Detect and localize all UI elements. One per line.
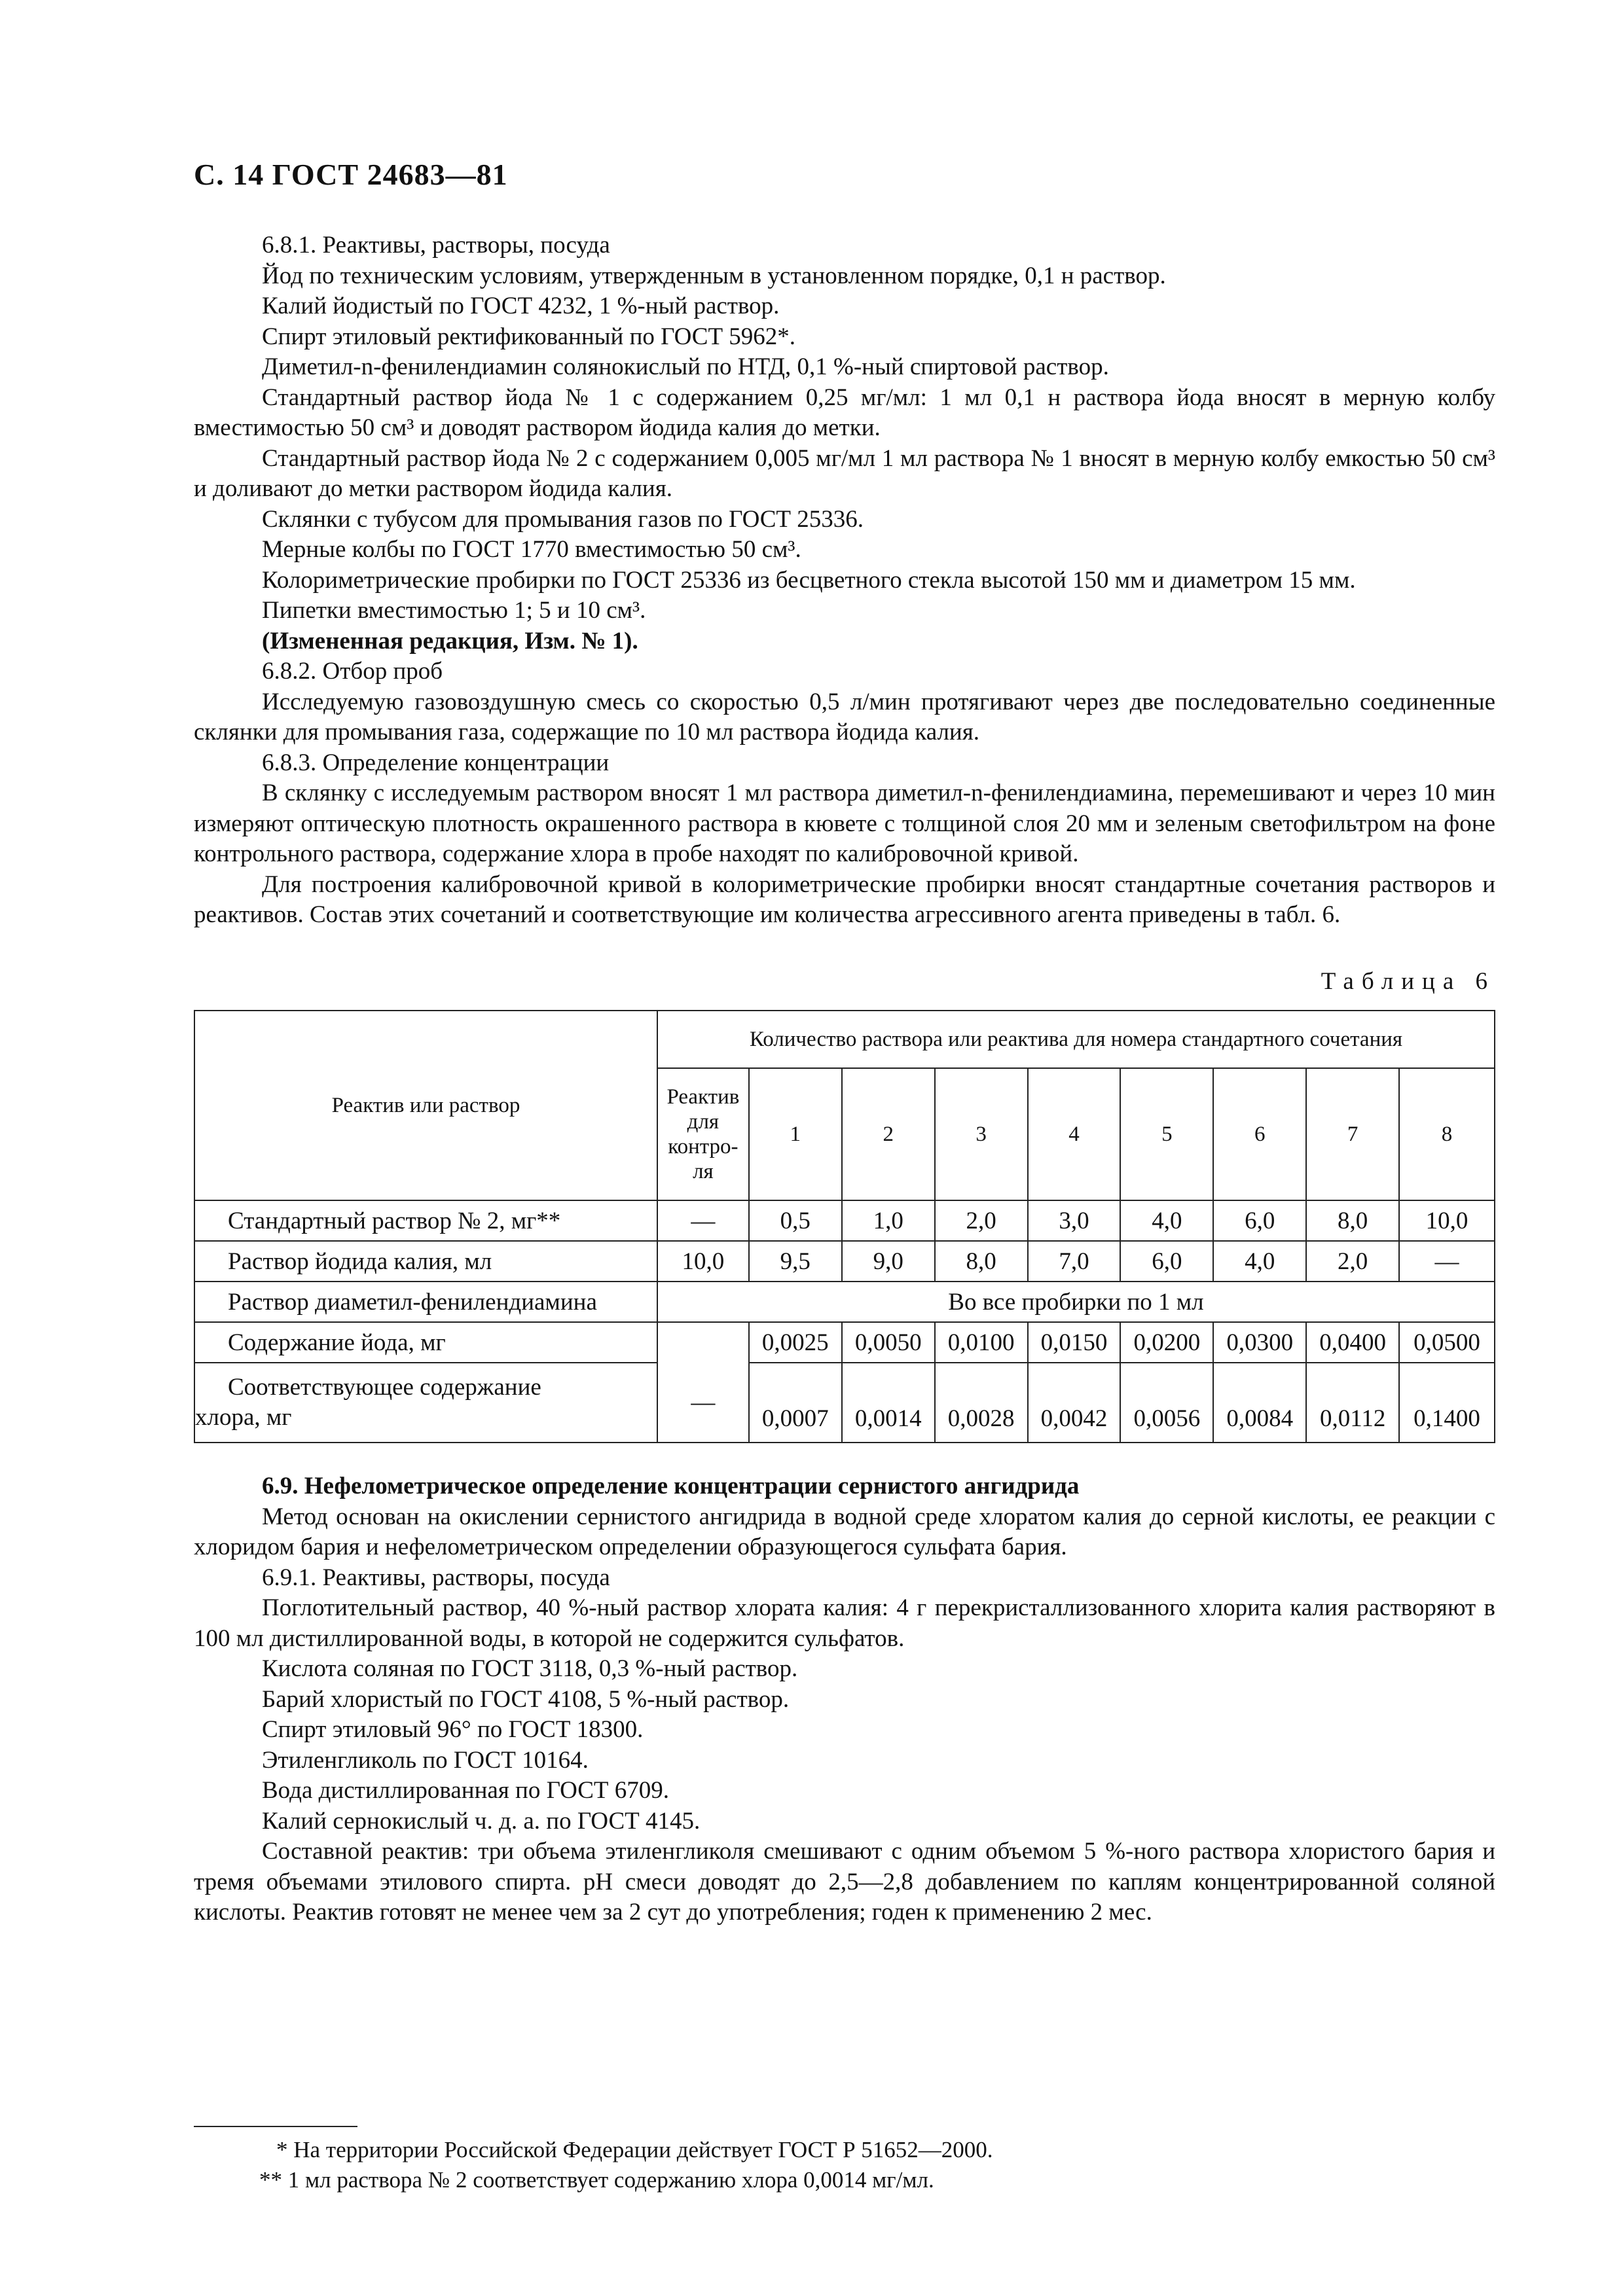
value-cell: 2,0: [935, 1200, 1028, 1241]
table-caption: Таблица 6: [1321, 968, 1495, 995]
value-cell: 0,0042: [1028, 1363, 1121, 1443]
row-label: Стандартный раствор № 2, мг**: [194, 1200, 657, 1241]
subsection-heading: 6.8.2. Отбор проб: [262, 658, 443, 685]
paragraph: Спирт этиловый ректификованный по ГОСТ 5962*.: [262, 323, 796, 350]
value-cell: 8,0: [935, 1241, 1028, 1282]
table-6: [194, 1010, 1495, 1443]
header-reagent: Реактив или раствор: [194, 1011, 657, 1200]
value-cell: 6,0: [1120, 1241, 1213, 1282]
paragraph: Спирт этиловый 96° по ГОСТ 18300.: [262, 1716, 644, 1743]
header-number: 2: [842, 1068, 935, 1200]
value-cell: 0,0014: [842, 1363, 935, 1443]
control-cell: —: [657, 1200, 749, 1241]
paragraph: Калий сернокислый ч. д. а. по ГОСТ 4145.: [262, 1807, 701, 1835]
subsection-heading: 6.9.1. Реактивы, растворы, посуда: [262, 1564, 610, 1591]
value-cell: 0,0100: [935, 1322, 1028, 1363]
row-label-line: Соответствующее содержание: [228, 1374, 541, 1401]
paragraph: Для построения калибровочной кривой в колориметрические пробирки вносят стандартные сочетания растворов и реактивов. Состав этих сочетаний и соответствующие им количества агрессивного агента приведены в табл. 6.: [194, 870, 1495, 928]
footnotes: [194, 2135, 1495, 2195]
header-number: 8: [1399, 1068, 1495, 1200]
value-cell: —: [1399, 1241, 1495, 1282]
table-row: [194, 1241, 1495, 1282]
page-header: С. 14 ГОСТ 24683—81: [194, 158, 508, 191]
row-label: [194, 1363, 657, 1443]
value-cell: 0,0056: [1120, 1363, 1213, 1443]
value-cell: 0,5: [749, 1200, 842, 1241]
header-number: 1: [749, 1068, 842, 1200]
value-cell: 8,0: [1306, 1200, 1399, 1241]
value-cell: 0,0084: [1213, 1363, 1306, 1443]
paragraph: Колориметрические пробирки по ГОСТ 25336 из бесцветного стекла высотой 150 мм и диаметром 15 мм.: [262, 566, 1356, 594]
header-number: 3: [935, 1068, 1028, 1200]
footnote-divider: [194, 2126, 357, 2127]
value-cell: 0,0150: [1028, 1322, 1121, 1363]
header-number: 5: [1120, 1068, 1213, 1200]
row-label: Раствор диаметил-фенилендиамина: [194, 1282, 657, 1322]
table-row: [194, 1282, 1495, 1322]
header-group: Количество раствора или реактива для номера стандартного сочетания: [657, 1011, 1495, 1068]
value-cell: 0,0025: [749, 1322, 842, 1363]
paragraph: 6.8.1. Реактивы, растворы, посуда: [262, 232, 610, 259]
value-cell: 9,0: [842, 1241, 935, 1282]
amendment-note: (Измененная редакция, Изм. № 1).: [262, 627, 638, 655]
paragraph: Составной реактив: три объема этиленгликоля смешивают с одним объемом 5 %-ного раствора хлористого бария и тремя объемами этилового спирта. pH смеси доводят до 2,5—2,8 добавлением по каплям концентрированной соляной кислоты. Реактив готовят не менее чем за 2 сут до употребления; годен к применению 2 мес.: [194, 1838, 1495, 1926]
control-cell: 10,0: [657, 1241, 749, 1282]
table-row: [194, 1363, 1495, 1443]
value-cell: 0,1400: [1399, 1363, 1495, 1443]
paragraph: Йод по техническим условиям, утвержденным в установленном порядке, 0,1 н раствор.: [262, 262, 1166, 289]
paragraph: Метод основан на окислении сернистого ангидрида в водной среде хлоратом калия до серной кислоты, ее реакции с хлоридом бария и нефелометрическом определении образующегося сульфата бария.: [194, 1503, 1495, 1560]
value-cell: 6,0: [1213, 1200, 1306, 1241]
paragraph: Калий йодистый по ГОСТ 4232, 1 %-ный раствор.: [262, 293, 780, 319]
value-cell: 2,0: [1306, 1241, 1399, 1282]
value-cell: 0,0112: [1306, 1363, 1399, 1443]
footnote: * На территории Российской Федерации действует ГОСТ Р 51652—2000.: [276, 2137, 993, 2162]
value-cell: 0,0050: [842, 1322, 935, 1363]
paragraph: Пипетки вместимостью 1; 5 и 10 см³.: [262, 597, 646, 624]
section-6-8-text: [194, 230, 1495, 931]
paragraph: Исследуемую газовоздушную смесь со скоростью 0,5 л/мин протягивают через две последовательно соединенные склянки для промывания газа, содержащие по 10 мл раствора йодида калия.: [194, 688, 1495, 745]
section-title: 6.9. Нефелометрическое определение концентрации сернистого ангидрида: [262, 1473, 1080, 1499]
merged-value-cell: Во все пробирки по 1 мл: [657, 1282, 1495, 1322]
subsection-heading: 6.8.3. Определение концентрации: [262, 749, 610, 776]
row-label: Раствор йодида калия, мл: [194, 1241, 657, 1282]
value-cell: 0,0500: [1399, 1322, 1495, 1363]
value-cell: 4,0: [1120, 1200, 1213, 1241]
value-cell: 0,0007: [749, 1363, 842, 1443]
table-row: [194, 1322, 1495, 1363]
paragraph: Стандартный раствор йода № 2 с содержанием 0,005 мг/мл 1 мл раствора № 1 вносят в мерную колбу емкостью 50 см³ и доливают до метки раствором йодида калия.: [194, 444, 1495, 502]
paragraph: Барий хлористый по ГОСТ 4108, 5 %-ный раствор.: [262, 1685, 790, 1713]
paragraph: Стандартный раствор йода № 1 с содержанием 0,25 мг/мл: 1 мл 0,1 н раствора йода вносят в мерную колбу вместимостью 50 см³ и доводят раствором йодида калия до метки.: [194, 384, 1495, 441]
header-number: 6: [1213, 1068, 1306, 1200]
row-label-line: хлора, мг: [195, 1404, 292, 1431]
value-cell: 10,0: [1399, 1200, 1495, 1241]
value-cell: 0,0400: [1306, 1322, 1399, 1363]
paragraph: Кислота соляная по ГОСТ 3118, 0,3 %-ный раствор.: [262, 1655, 798, 1682]
value-cell: 0,0028: [935, 1363, 1028, 1443]
paragraph: Вода дистиллированная по ГОСТ 6709.: [262, 1777, 670, 1804]
value-cell: 3,0: [1028, 1200, 1121, 1241]
value-cell: 0,0200: [1120, 1322, 1213, 1363]
header-control: Реактив для контро- ля: [657, 1068, 749, 1200]
section-6-9-text: [194, 1471, 1495, 1928]
control-cell: —: [657, 1322, 749, 1443]
paragraph: Диметил-n-фенилендиамин солянокислый по НТД, 0,1 %-ный спиртовой раствор.: [262, 353, 1109, 380]
paragraph: Этиленгликоль по ГОСТ 10164.: [262, 1746, 589, 1774]
value-cell: 7,0: [1028, 1241, 1121, 1282]
value-cell: 9,5: [749, 1241, 842, 1282]
value-cell: 0,0300: [1213, 1322, 1306, 1363]
paragraph: В склянку с исследуемым раствором вносят 1 мл раствора диметил-n-фенилендиамина, перемешивают и через 10 мин измеряют оптическую плотность окрашенного раствора в кювете с толщиной слоя 20 мм и зеленым светофильтром на фоне контрольного раствора, содержание хлора в пробе находят по калибровочной кривой.: [194, 780, 1495, 867]
value-cell: 4,0: [1213, 1241, 1306, 1282]
header-number: 7: [1306, 1068, 1399, 1200]
row-label: Содержание йода, мг: [194, 1322, 657, 1363]
paragraph: Поглотительный раствор, 40 %-ный раствор хлората калия: 4 г перекристаллизованного хлорита калия растворяют в 100 мл дистиллированной воды, в которой не содержится сульфатов.: [194, 1594, 1495, 1652]
value-cell: 1,0: [842, 1200, 935, 1241]
paragraph: Склянки с тубусом для промывания газов по ГОСТ 25336.: [262, 505, 864, 533]
footnote: ** 1 мл раствора № 2 соответствует содержанию хлора 0,0014 мг/мл.: [259, 2167, 934, 2193]
header-number: 4: [1028, 1068, 1121, 1200]
paragraph: Мерные колбы по ГОСТ 1770 вместимостью 50 см³.: [262, 536, 801, 563]
table-row: [194, 1200, 1495, 1241]
